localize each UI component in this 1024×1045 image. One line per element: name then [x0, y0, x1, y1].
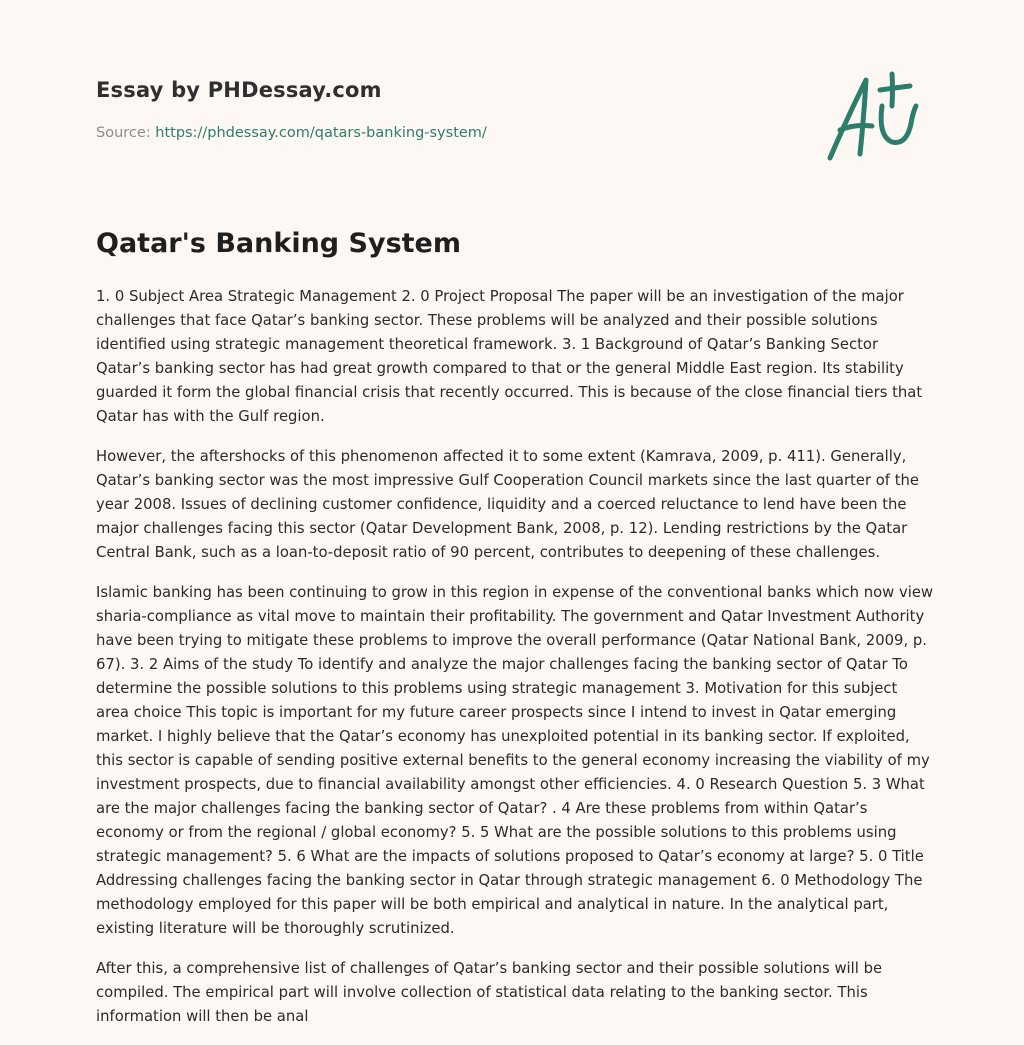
source-label: Source: — [96, 125, 151, 141]
site-title: Essay by PHDessay.com — [96, 78, 382, 102]
paragraph-3: Islamic banking has been continuing to grow in this region in expense of the conventional banks which now view sharia-compliance as vital move to maintain their profitability. The government and Qatar Investment Authority have been trying to mitigate these problems to improve the overall performance (Qatar National Bank, 2009, p. 67). 3. 2 Aims of the study To identify and analyze the major challenges facing the banking sector of Qatar To determine the possible solutions to this problems using strategic management 3. Motivation for this subject area choice This topic is important for my future career prospects since I intend to invest in Qatar emerging market. I highly believe that the Qatar’s economy has unexploited potential in its banking sector. If exploited, this sector is capable of sending positive external benefits to the general economy increasing the viability of my investment prospects, due to financial availability amongst other efficiencies. 4. 0 Research Question 5. 3 What are the major challenges facing the banking sector of Qatar? . 4 Are these problems from within Qatar’s economy or from the regional / global economy? 5. 5 What are the possible solutions to this problems using strategic management? 5. 6 What are the impacts of solutions proposed to Qatar’s economy at large? 5. 0 Title Addressing challenges facing the banking sector in Qatar through strategic management 6. 0 Methodology The methodology employed for this paper will be both empirical and analytical in nature. In the analytical part, existing literature will be thoroughly scrutinized. — [96, 584, 934, 937]
document-title: Qatar's Banking System — [96, 228, 462, 259]
paragraph-1: 1. 0 Subject Area Strategic Management 2. 0 Project Proposal The paper will be an investigation of the major challenges that face Qatar’s banking sector. These problems will be analyzed and their possible solutions identified using strategic management theoretical framework. 3. 1 Background of Qatar’s Banking Sector Qatar’s banking sector has had great growth compared to that or the general Middle East region. Its stability guarded it form the global financial crisis that recently occurred. This is because of the close financial tiers that Qatar has with the Gulf region. — [96, 288, 923, 425]
paragraph-4: After this, a comprehensive list of challenges of Qatar’s banking sector and their possible solutions will be compiled. The empirical part will involve collection of statistical data relating to the banking sector. This information will then be anal — [96, 960, 883, 1025]
a-plus-logo-graphic — [820, 66, 930, 166]
a-plus-logo-icon — [820, 66, 930, 166]
document-body — [96, 285, 934, 1045]
source-line — [96, 123, 796, 143]
paragraph-2: However, the aftershocks of this phenomenon affected it to some extent (Kamrava, 2009, p. 411). Generally, Qatar’s banking sector was the most impressive Gulf Cooperation Council markets since the last quarter of the year 2008. Issues of declining customer confidence, liquidity and a coerced reluctance to lend have been the major challenges facing this sector (Qatar Development Bank, 2008, p. 12). Lending restrictions by the Qatar Central Bank, such as a loan-to-deposit ratio of 90 percent, contributes to deepening of these challenges. — [96, 448, 919, 561]
site-header — [96, 76, 796, 143]
source-link[interactable]: https://phdessay.com/qatars-banking-system/ — [155, 125, 487, 141]
